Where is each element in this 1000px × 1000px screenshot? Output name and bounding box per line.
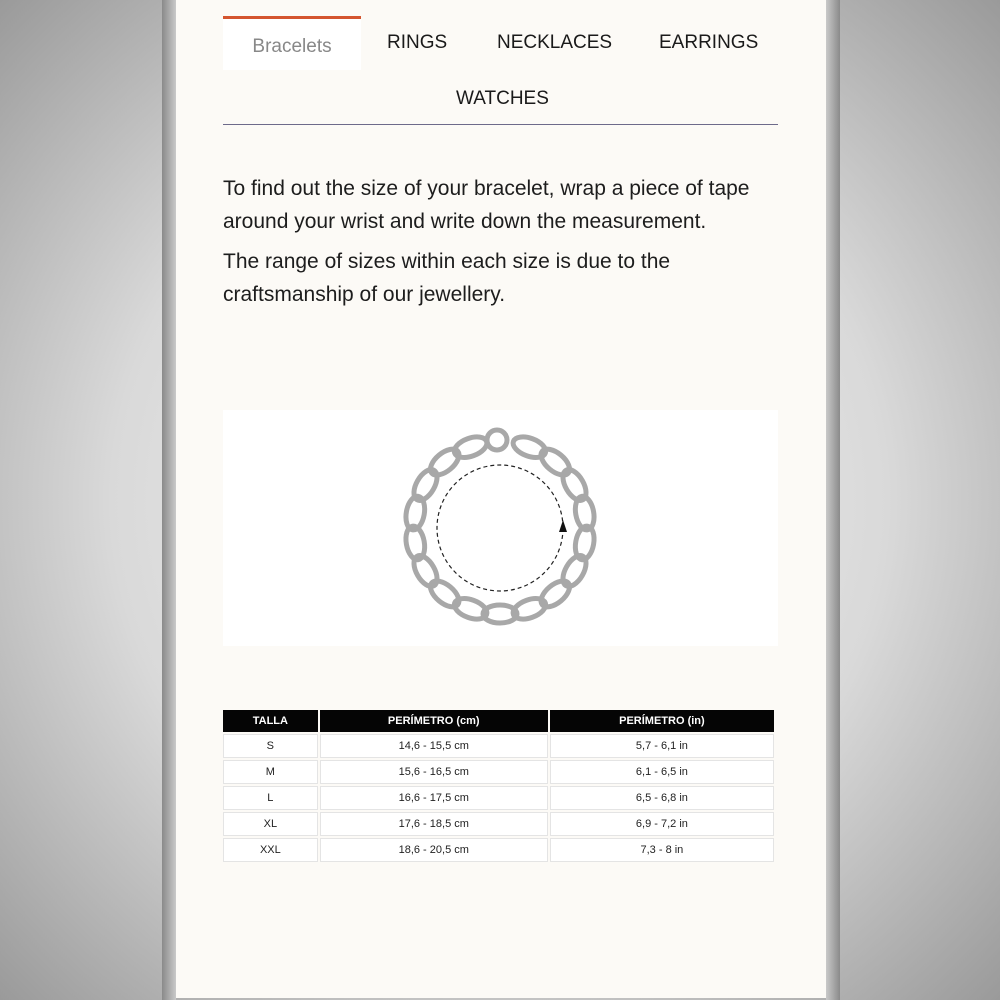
cell-in: 7,3 - 8 in <box>550 838 774 862</box>
cell-cm: 15,6 - 16,5 cm <box>320 760 548 784</box>
table-row <box>223 812 774 836</box>
tab-rings[interactable]: RINGS <box>387 32 448 53</box>
tab-necklaces[interactable]: NECKLACES <box>497 32 613 53</box>
chain-link <box>426 576 464 612</box>
chain-link <box>426 444 464 480</box>
size-table-header-row <box>223 710 774 732</box>
measure-arrow-icon <box>559 520 567 532</box>
category-tabs <box>223 16 778 126</box>
tabs-divider <box>223 124 778 125</box>
tab-watches[interactable]: WATCHES <box>456 88 549 109</box>
chain-link <box>409 466 442 504</box>
chain-link <box>558 552 591 590</box>
cell-cm: 17,6 - 18,5 cm <box>320 812 548 836</box>
header-perimetro-cm: PERÍMETRO (cm) <box>320 710 548 732</box>
cell-size: XL <box>223 812 318 836</box>
cell-cm: 18,6 - 20,5 cm <box>320 838 548 862</box>
size-table <box>221 708 776 864</box>
cell-in: 6,9 - 7,2 in <box>550 812 774 836</box>
cell-size: L <box>223 786 318 810</box>
table-row <box>223 838 774 862</box>
screen-edge-right <box>826 0 840 1000</box>
measure-circle <box>437 465 563 591</box>
table-row <box>223 734 774 758</box>
cell-size: M <box>223 760 318 784</box>
instructions-paragraph-1: To find out the size of your bracelet, wrap a piece of tape around your wrist and write down the measurement. <box>223 177 750 233</box>
table-row <box>223 760 774 784</box>
cell-in: 6,1 - 6,5 in <box>550 760 774 784</box>
header-perimetro-in: PERÍMETRO (in) <box>550 710 774 732</box>
table-row <box>223 786 774 810</box>
tab-earrings[interactable]: EARRINGS <box>659 32 759 53</box>
cell-size: S <box>223 734 318 758</box>
cell-cm: 16,6 - 17,5 cm <box>320 786 548 810</box>
chain-link <box>536 576 574 612</box>
chain-bracelet-icon <box>223 410 778 646</box>
bracelet-illustration <box>223 410 778 646</box>
screen-edge-left <box>162 0 176 1000</box>
size-guide-panel <box>176 0 826 998</box>
cell-in: 6,5 - 6,8 in <box>550 786 774 810</box>
chain-link <box>536 444 574 480</box>
header-talla: TALLA <box>223 710 318 732</box>
instructions <box>223 172 783 318</box>
tab-bracelets[interactable]: Bracelets <box>223 16 361 70</box>
chain-link <box>452 433 490 462</box>
clasp <box>487 430 507 450</box>
instructions-paragraph-2: The range of sizes within each size is due to the craftsmanship of our jewellery. <box>223 250 671 306</box>
cell-in: 5,7 - 6,1 in <box>550 734 774 758</box>
cell-size: XXL <box>223 838 318 862</box>
cell-cm: 14,6 - 15,5 cm <box>320 734 548 758</box>
